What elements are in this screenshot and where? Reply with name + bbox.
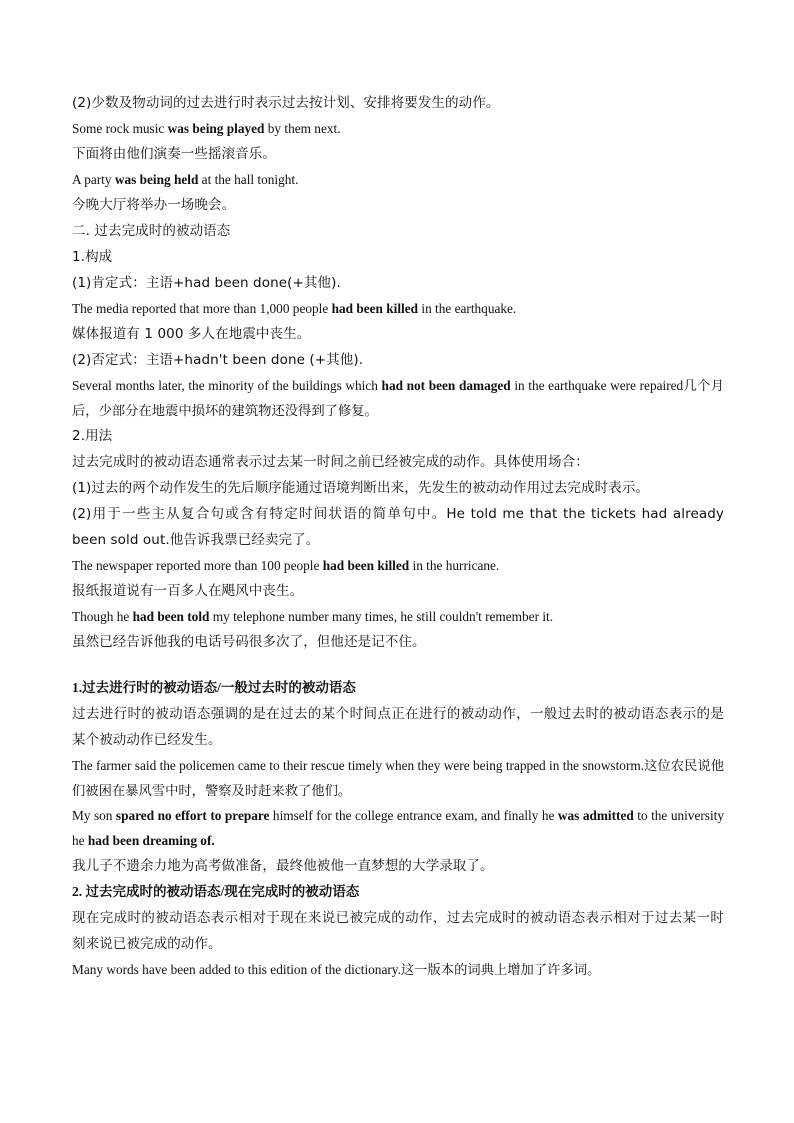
spacer (72, 655, 724, 675)
bold-phrase: was admitted (557, 808, 634, 823)
bold-phrase: had been dreaming of. (87, 833, 215, 848)
example-sentence: Though he had been told my telephone number many times, he still couldn't remember it. (72, 609, 554, 624)
example-sentence: Several months later, the minority of the buildings which had not been damaged in the earthquake were repaired几个月后，少部分在地震中损坏的建筑物还没得到了修复。 (72, 378, 725, 418)
translation-line: 报纸报道说有一百多人在飓风中丧生。 (72, 583, 304, 599)
subsection-title: 1.构成 (72, 249, 113, 265)
bold-phrase: had been killed (322, 558, 410, 573)
example-sentence: The farmer said the policemen came to their rescue timely when they were being trapped in the snowstorm.这位农民说他们被困在暴风雪中时，警察及时赶来救了他们。 (72, 758, 724, 798)
translation-line: 媒体报道有 1 000 多人在地震中丧生。 (72, 326, 311, 342)
example-sentence: The media reported that more than 1,000 people had been killed in the earthquake. (72, 301, 517, 316)
bold-phrase: spared no effort to prepare (115, 808, 270, 823)
example-sentence: A party was being held at the hall tonight. (72, 172, 299, 187)
example-sentence: Some rock music was being played by them next. (72, 121, 341, 136)
text-line: (2)少数及物动词的过去进行时表示过去按计划、安排将要发生的动作。 (72, 95, 500, 111)
example-sentence: My son spared no effort to prepare himself for the college entrance exam, and finally he was admitted to the university he had been dreaming of. (72, 808, 724, 848)
bold-phrase: had been killed (331, 301, 419, 316)
rule-line: (1)肯定式：主语+had been done(+其他). (72, 275, 341, 291)
translation-line: 虽然已经告诉他我的电话号码很多次了，但他还是记不住。 (72, 634, 426, 650)
bold-phrase: was being held (114, 172, 199, 187)
bold-phrase: was being played (167, 121, 265, 136)
document-page (72, 90, 724, 982)
text-line: (2)用于一些主从复合句或含有特定时间状语的简单句中。He told me that the tickets had already been sold out.他告诉我票已经卖完了。 (72, 506, 724, 548)
section-title: 二. 过去完成时的被动语态 (72, 223, 231, 239)
translation-line: 下面将由他们演奏一些摇滚音乐。 (72, 146, 276, 162)
translation-line: 我儿子不遗余力地为高考做准备，最终他被他一直梦想的大学录取了。 (72, 858, 494, 874)
comparison-heading: 2. 过去完成时的被动语态/现在完成时的被动语态 (72, 884, 360, 899)
bold-phrase: had been told (132, 609, 210, 624)
rule-line: (2)否定式：主语+hadn't been done (+其他). (72, 352, 364, 368)
translation-line: 今晚大厅将举办一场晚会。 (72, 197, 236, 213)
text-line: 过去完成时的被动语态通常表示过去某一时间之前已经被完成的动作。具体使用场合： (72, 454, 589, 470)
text-paragraph: 现在完成时的被动语态表示相对于现在来说已被完成的动作，过去完成时的被动语态表示相对于过去某一时刻来说已被完成的动作。 (72, 910, 724, 952)
example-sentence: The newspaper reported more than 100 people had been killed in the hurricane. (72, 558, 500, 573)
text-line: (1)过去的两个动作发生的先后顺序能通过语境判断出来，先发生的被动动作用过去完成时表示。 (72, 480, 650, 496)
text-paragraph: 过去进行时的被动语态强调的是在过去的某个时间点正在进行的被动动作，一般过去时的被动语态表示的是某个被动动作已经发生。 (72, 706, 724, 748)
example-sentence: Many words have been added to this edition of the dictionary.这一版本的词典上增加了许多词。 (72, 962, 601, 977)
bold-phrase: had not been damaged (381, 378, 511, 393)
subsection-title: 2.用法 (72, 428, 113, 444)
comparison-heading: 1.过去进行时的被动语态/一般过去时的被动语态 (72, 680, 356, 695)
